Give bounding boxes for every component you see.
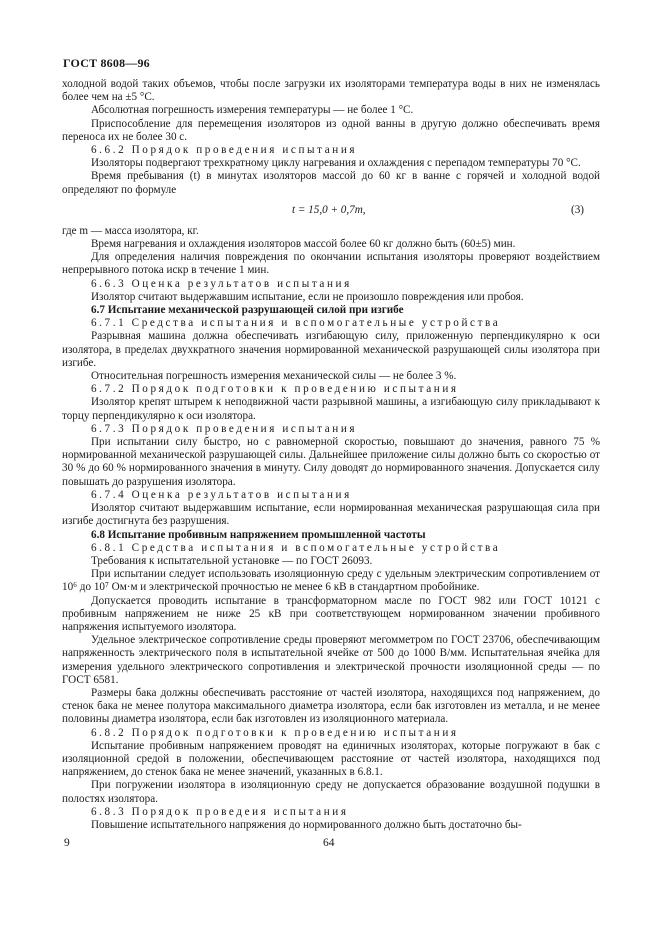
paragraph: Испытание пробивным напряжением проводят на единичных изоляторах, которые погружают в бак с изоляционной средой в положении, обеспечивающем расстояние от частей изолятора, находящихся под напряжением, до стенок бака не менее значений, указанных в 6.8.1.	[62, 739, 600, 779]
paragraph: При погружении изолятора в изоляционную среду не допускается образование воздушной подушки в полостях изолятора.	[62, 779, 600, 805]
section-heading: 6.8.2 Порядок подготовки к проведению испытания	[91, 726, 459, 739]
page-number-center: 64	[323, 837, 335, 849]
section-title: 6.7 Испытание механической разрушающей силой при изгибе	[91, 304, 404, 317]
section-heading: 6.7.4 Оценка результатов испытания	[91, 488, 352, 501]
paragraph: Удельное электрическое сопротивление среды проверяют мегомметром по ГОСТ 23706, обеспечивающим напряженность электрического поля в испытательной ячейке от 500 до 1000 В/мм. Испытательная ячейка для измерения удельного электрического сопротивления и электрической прочности изоляционной среды — по ГОСТ 6581.	[62, 634, 600, 686]
paragraph: Изолятор считают выдержавшим испытание, если не произошло повреждения или пробоя.	[91, 290, 524, 303]
paragraph: Допускается проводить испытание в трансформаторном масле по ГОСТ 982 или ГОСТ 10121 с пробивным напряжением не ниже 25 кВ при соответствующем нормированном значении пробивного напряжения испытуемого изолятора.	[62, 594, 600, 633]
paragraph: Абсолютная погрешность измерения температуры — не более 1 °С.	[91, 104, 414, 117]
section-title: 6.8 Испытание пробивным напряжением промышленной частоты	[91, 528, 426, 541]
paragraph: холодной водой таких объемов, чтобы после загрузки их изоляторами температура воды в них не изменялась более чем на ±5 °С.	[62, 78, 600, 104]
section-heading: 6.6.2 Порядок проведения испытания	[91, 144, 358, 157]
paragraph: Требования к испытательной установке — по ГОСТ 26093.	[91, 554, 373, 567]
paragraph: Изолятор считают выдержавшим испытание, если нормированная механическая разрушающая сила при изгибе достигнута без разрушения.	[62, 502, 600, 528]
formula-number: (3)	[571, 203, 584, 216]
paragraph: При испытании силу быстро, но с равномерной скоростью, повышают до значения, равного 75 % нормированной механической разрушающей силы. Дальнейшее приложение силы должно быть со скоростью от 30 % до 60 % нормированного значения в минуту. Силу доводят до нормированного значения. Допускается силу повышать до разрушения изолятора.	[62, 436, 600, 488]
paragraph: Изоляторы подвергают трехкратному циклу нагревания и охлаждения с перепадом температуры 70 °С.	[91, 157, 581, 170]
paragraph: При испытании следует использовать изоляционную среду с удельным электрическим сопротивлением от 10⁶ до 10⁷ Ом·м и электрической прочностью не менее 6 кВ в стандартном пробойнике.	[62, 568, 600, 594]
paragraph: Время нагревания и охлаждения изоляторов массой более 60 кг должно быть (60±5) мин.	[91, 238, 516, 251]
section-heading: 6.7.3 Порядок проведения испытания	[91, 422, 358, 435]
section-heading: 6.7.2 Порядок подготовки к проведению испытания	[91, 383, 459, 396]
paragraph: Для определения наличия повреждения по окончании испытания изоляторы проверяют воздействием непрерывного потока искр в течение 1 мин.	[62, 251, 600, 277]
page-number-left: 9	[64, 837, 70, 849]
paragraph: где m — масса изолятора, кг.	[62, 224, 199, 237]
document-header: ГОСТ 8608—96	[63, 56, 150, 70]
document-body	[62, 78, 600, 832]
paragraph: Размеры бака должны обеспечивать расстояние от частей изолятора, находящихся под напряжением, до стенок бака не менее полутора максимального диаметра изолятора, если бак изготовлен из металла, и не менее половины диаметра изолятора, если бак изготовлен из изоляционного материала.	[62, 686, 600, 726]
section-heading: 6.6.3 Оценка результатов испытания	[91, 277, 352, 290]
paragraph: Разрывная машина должна обеспечивать изгибающую силу, приложенную перпендикулярно к оси изолятора, в пределах двухкратного значения нормированной механической разрушающей силы изолятора при изгибе.	[62, 330, 600, 369]
formula: t = 15,0 + 0,7m,	[292, 203, 366, 216]
section-heading: 6.8.3 Порядок проведеия испытания	[91, 805, 349, 818]
paragraph: Изолятор крепят штырем к неподвижной части разрывной машины, а изгибающую силу прикладывают к торцу перпендикулярно к оси изолятора.	[62, 396, 600, 422]
formula-line	[62, 197, 600, 225]
paragraph: Повышение испытательного напряжения до нормированного должно быть достаточно бы-	[91, 818, 522, 831]
paragraph: Приспособление для перемещения изоляторов из одной ванны в другую должно обеспечивать время переноса их не более 30 с.	[62, 117, 600, 143]
paragraph: Время пребывания (t) в минутах изоляторов массой до 60 кг в ванне с горячей и холодной водой определяют по формуле	[62, 170, 600, 196]
section-heading: 6.7.1 Средства испытания и вспомогательные устройства	[91, 317, 501, 330]
paragraph: Относительная погрешность измерения механической силы — не более 3 %.	[91, 370, 457, 383]
section-heading: 6.8.1 Средства испытания и вспомогательные устройства	[91, 541, 501, 554]
